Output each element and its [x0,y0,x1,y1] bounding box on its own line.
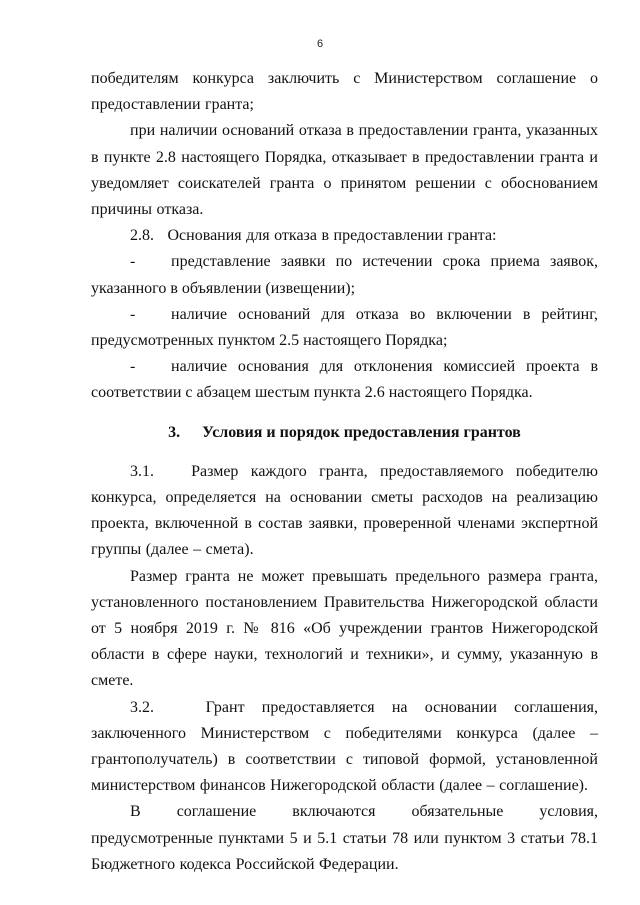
section-number: 3. [168,423,181,441]
list-item-text: наличие основания для отклонения комиссией проекта в соответствии с абзацем шестым пункта 2.6 настоящего Порядка. [91,358,598,402]
dash-marker: - [130,358,136,376]
paragraph-refusal-grounds: при наличии оснований отказа в предоставлении гранта, указанных в пункте 2.8 настоящего Порядка, отказывает в предоставлении гранта и уведомляет соискателей гранта о принятом решении с обоснованием причины отказа. [91,122,598,219]
spacer [91,446,598,459]
document-body [91,66,598,878]
paragraph-continuation: победителям конкурса заключить с Министерством соглашение о предоставлении гранта; [91,70,598,114]
section-heading [91,420,598,446]
list-item [91,354,598,406]
paragraph-mandatory-conditions: В соглашение включаются обязательные условия, предусмотренные пунктами 5 и 5.1 статьи 78 или пунктом 3 статьи 78.1 Бюджетного кодекса Российской Федерации. [91,803,598,873]
dash-marker: - [130,253,136,271]
page-number: 6 [316,38,324,50]
dash-marker: - [130,305,136,323]
list-item-text: представление заявки по истечении срока приема заявок, указанного в объявлении (извещении); [91,253,598,297]
paragraph-grant-limit: Размер гранта не может превышать предельного размера гранта, установленного постановлением Правительства Нижегородской области от 5 ноября 2019 г. № 816 «Об учреждении грантов Нижегородской области в сфере науки, технологий и техники», и сумму, указанную в смете. [91,567,598,690]
clause-2-8: 2.8. Основания для отказа в предоставлении гранта: [130,227,497,245]
list-item [91,249,598,301]
list-item [91,302,598,354]
list-item-text: наличие оснований для отказа во включении в рейтинг, предусмотренных пунктом 2.5 настоящего Порядка; [91,305,598,350]
clause-3-2: 3.2. Грант предоставляется на основании соглашения, заключенного Министерством с победителями конкурса (далее – грантополучатель) в соответствии с типовой формой, установленной министерством финансов Нижегородской области (далее – соглашение). [91,698,598,795]
spacer [91,407,598,420]
section-title: Условия и порядок предоставления грантов [202,423,521,441]
clause-3-1: 3.1. Размер каждого гранта, предоставляемого победителю конкурса, определяется на основании сметы расходов на реализацию проекта, включенной в состав заявки, проверенной членами экспертной группы (далее – смета). [91,462,598,559]
